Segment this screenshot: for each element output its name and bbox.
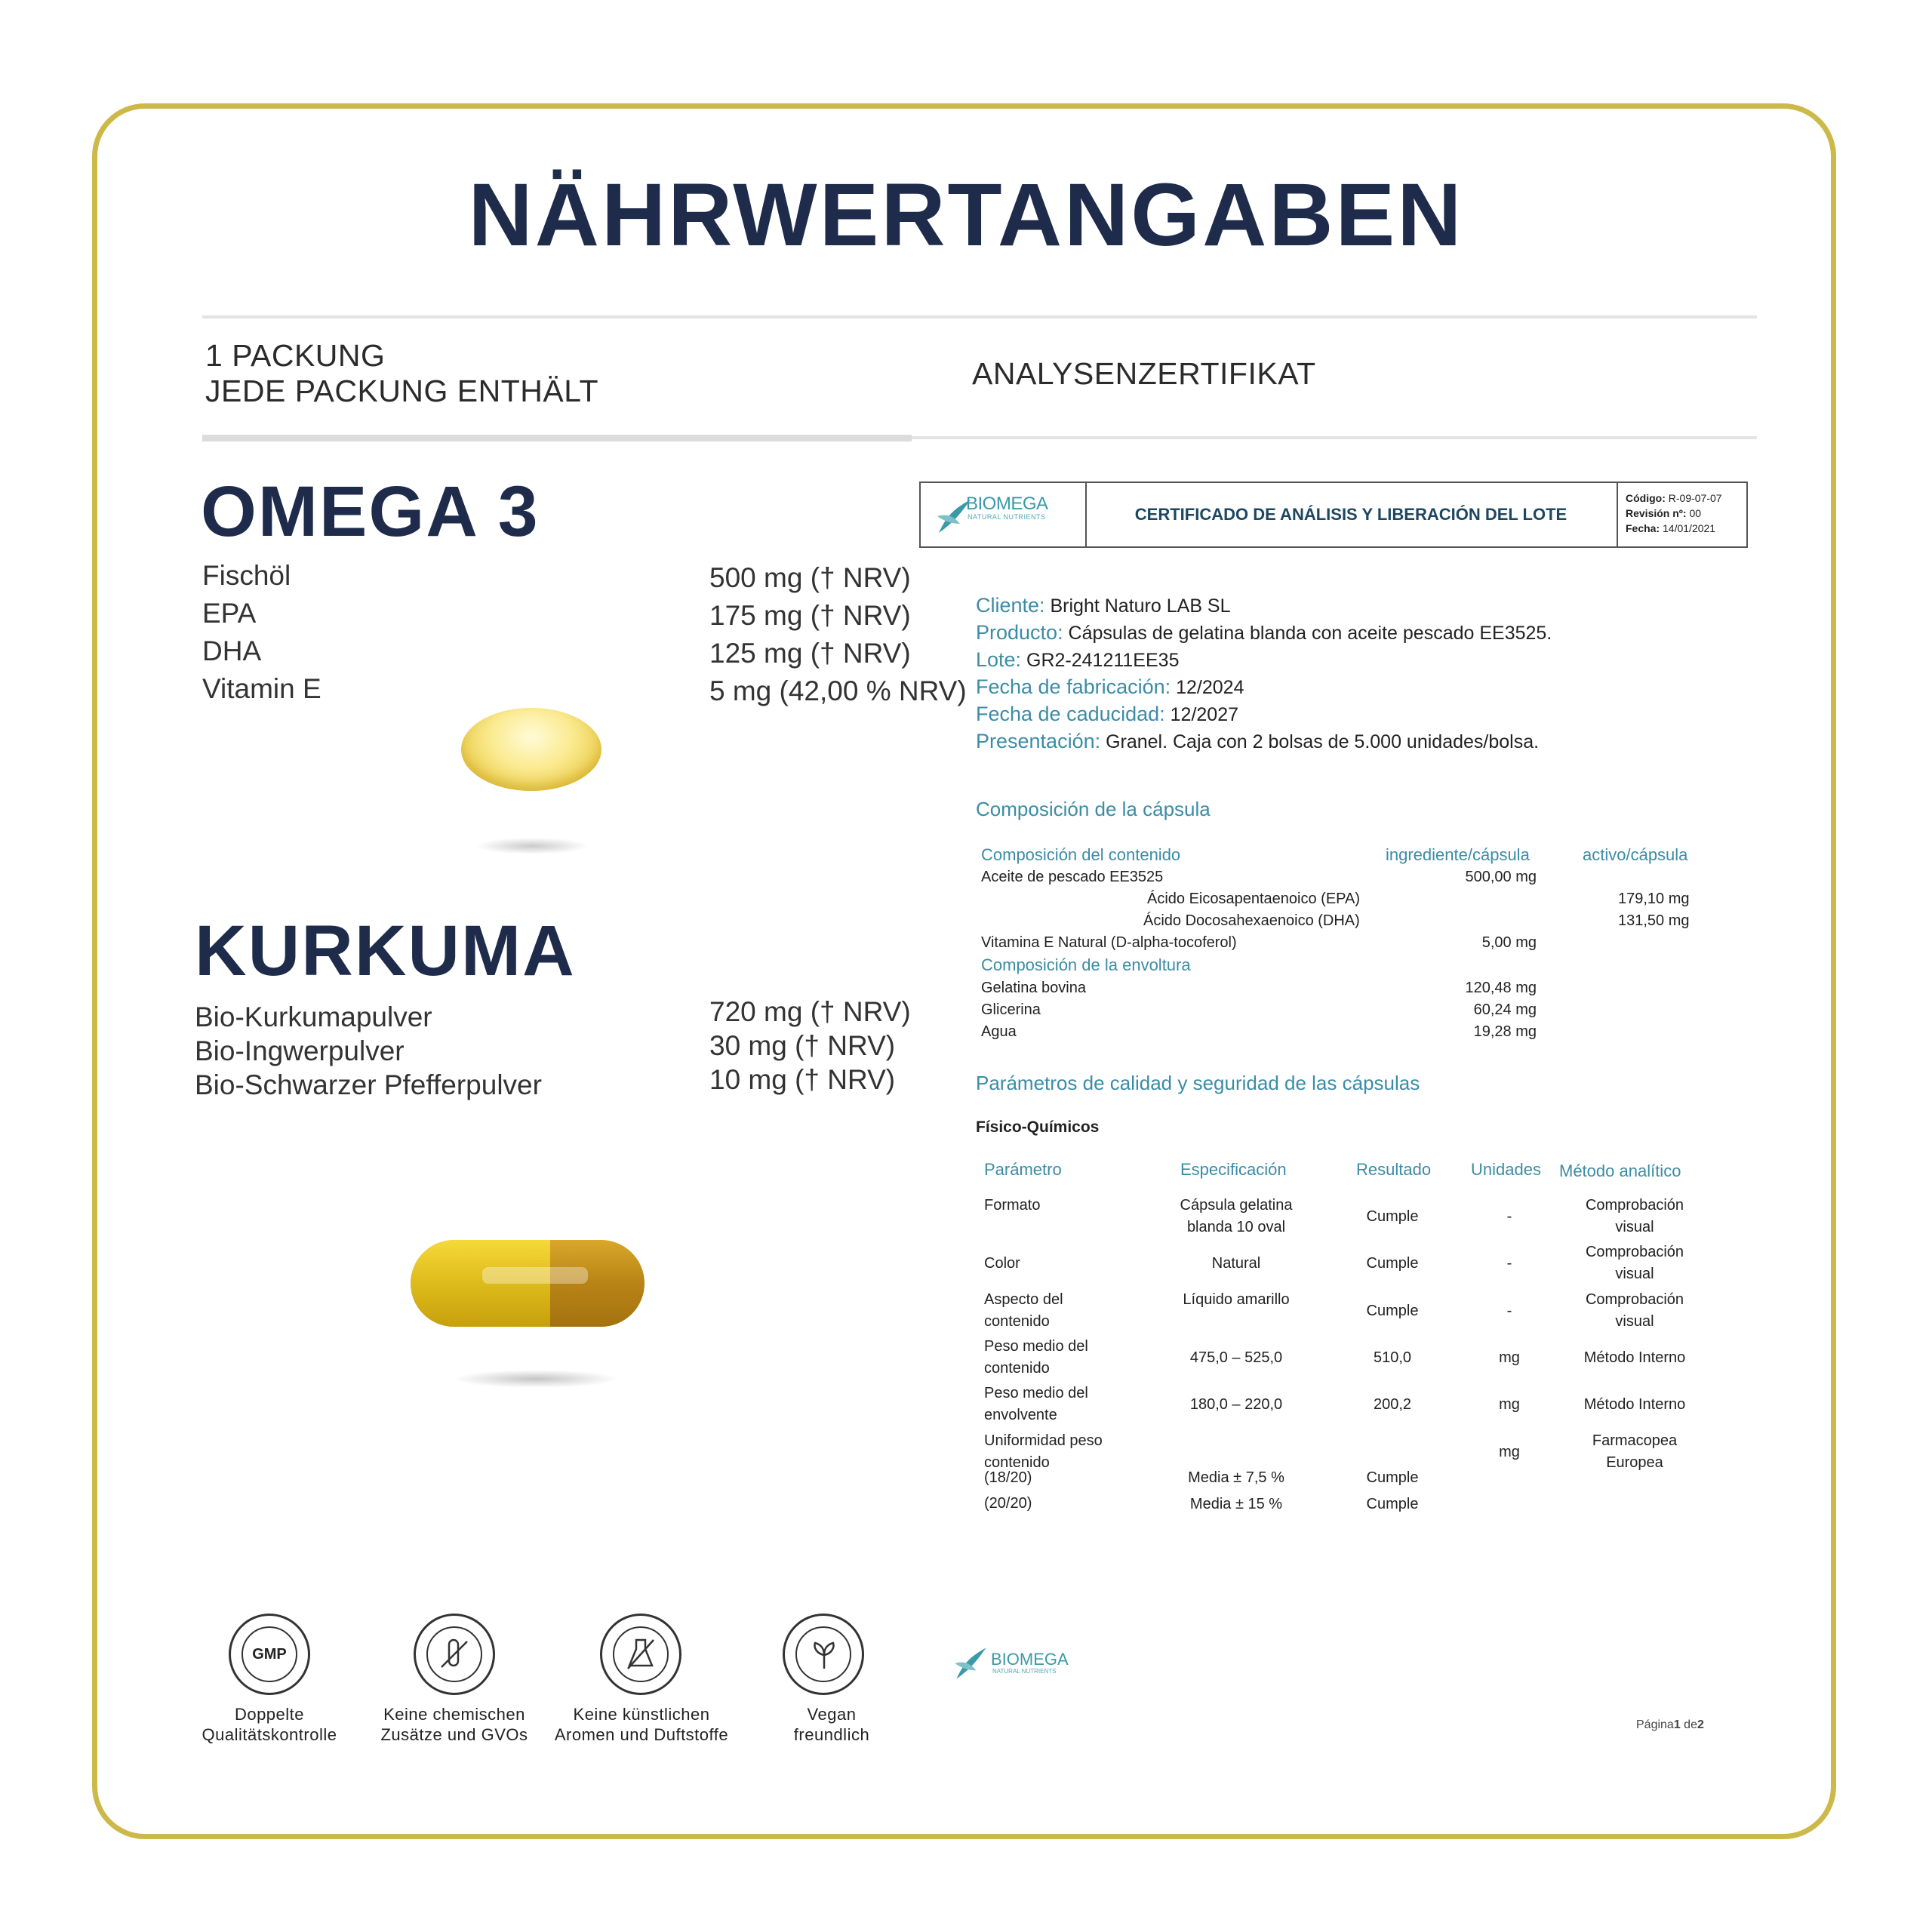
param-name-cont: envolvente <box>984 1407 1057 1423</box>
softgel-capsule-image <box>461 708 601 791</box>
param-spec: Líquido amarillo <box>1183 1291 1290 1308</box>
info-key: Cliente: <box>976 594 1045 617</box>
badge-line-1: Keine chemischen <box>383 1705 525 1724</box>
revision-value: 00 <box>1689 507 1702 519</box>
kurkuma-item-value: 10 mg († NRV) <box>709 1064 896 1095</box>
gmp-text: GMP <box>252 1646 287 1663</box>
param-spec: 475,0 – 525,0 <box>1189 1349 1283 1366</box>
comp-row-ing: 5,00 mg <box>1481 934 1537 951</box>
package-line-1: 1 PACKUNG <box>205 338 386 373</box>
comp-row-act: 131,50 mg <box>1618 912 1690 929</box>
param-unit: mg <box>1499 1349 1520 1366</box>
env-row-ing: 19,28 mg <box>1473 1023 1537 1040</box>
uniform-row-param: (20/20) <box>984 1495 1032 1512</box>
param-unit: mg <box>1499 1444 1520 1460</box>
info-key: Lote: <box>976 648 1022 671</box>
param-method: Método Interno <box>1583 1396 1686 1413</box>
biomega-logo-sub: NATURAL NUTRIENTS <box>968 513 1046 521</box>
footer-logo-name: BIOMEGA <box>991 1650 1069 1669</box>
info-key: Fecha de fabricación: <box>976 675 1171 698</box>
uniform-row-spec: Media ± 7,5 % <box>1188 1469 1284 1486</box>
package-line-2: JEDE PACKUNG ENTHÄLT <box>205 374 599 408</box>
param-method-cont: visual <box>1615 1219 1654 1235</box>
uniform-row-result: Cumple <box>1366 1496 1419 1512</box>
hard-capsule-image <box>411 1240 645 1327</box>
fecha-label: Fecha: <box>1626 522 1660 534</box>
test-tube-icon <box>438 1637 470 1672</box>
omega-item-value: 500 mg († NRV) <box>709 562 911 593</box>
page-current: 1 <box>1673 1718 1681 1731</box>
badge-line-2: Qualitätskontrolle <box>202 1725 337 1744</box>
param-name-cont: contenido <box>984 1360 1050 1377</box>
param-result: Cumple <box>1366 1255 1419 1272</box>
uniform-row-spec: Media ± 15 % <box>1189 1496 1283 1512</box>
badge-label <box>356 1704 552 1745</box>
divider-top <box>202 315 1757 318</box>
flask-icon <box>625 1637 657 1672</box>
vegan-icon <box>783 1614 864 1695</box>
footer-logo-sub: NATURAL NUTRIENTS <box>992 1668 1057 1675</box>
param-header-metodo: Método analítico <box>1559 1161 1681 1180</box>
omega-item-value: 175 mg († NRV) <box>709 600 911 631</box>
param-method-cont: visual <box>1615 1313 1654 1330</box>
kurkuma-values <box>709 995 911 1097</box>
codigo-value: R-09-07-07 <box>1668 492 1722 504</box>
param-unit: - <box>1506 1208 1512 1225</box>
comp-row-name: Ácido Docosahexaenoico (DHA) <box>1143 912 1360 929</box>
comp-row-act: 179,10 mg <box>1618 891 1690 907</box>
badge-line-1: Keine künstlichen <box>573 1705 710 1724</box>
env-row-ing: 60,24 mg <box>1473 1001 1537 1018</box>
param-unit: - <box>1506 1255 1512 1272</box>
info-value: GR2-241211EE35 <box>1026 650 1180 671</box>
biomega-logo <box>921 483 1087 546</box>
badge-line-2: Aromen und Duftstoffe <box>554 1725 729 1744</box>
comp-row-name: Aceite de pescado EE3525 <box>981 869 1164 885</box>
badge-label <box>171 1704 368 1745</box>
env-row-name: Glicerina <box>981 1001 1041 1018</box>
uniform-row-param: (18/20) <box>984 1469 1032 1486</box>
badge-line-2: Zusätze und GVOs <box>380 1725 528 1744</box>
info-value: 12/2027 <box>1170 704 1239 725</box>
param-result: 200,2 <box>1373 1396 1412 1413</box>
omega-values <box>709 559 967 710</box>
param-method: Farmacopea <box>1592 1432 1678 1449</box>
param-name-cont: contenido <box>984 1313 1050 1330</box>
param-name: Peso medio del <box>984 1338 1088 1355</box>
certificate-box-title: CERTIFICADO DE ANÁLISIS Y LIBERACIÓN DEL LOTE <box>1134 505 1567 524</box>
param-name: Formato <box>984 1197 1041 1214</box>
badge-line-1: Doppelte <box>234 1705 305 1724</box>
param-spec: Cápsula gelatina <box>1180 1197 1293 1214</box>
param-spec-cont: blanda 10 oval <box>1186 1219 1286 1235</box>
certificate-info <box>976 592 1552 755</box>
divider-right <box>912 436 1757 439</box>
param-header-especificacion: Especificación <box>1180 1160 1287 1179</box>
certificate-heading: ANALYSENZERTIFIKAT <box>972 356 1316 391</box>
omega-item-name: EPA <box>202 598 257 629</box>
param-name: Color <box>984 1255 1020 1272</box>
no-gmo-icon <box>414 1614 495 1695</box>
kurkuma-item-name: Bio-Kurkumapulver <box>195 1001 432 1032</box>
certificate-header-box <box>919 481 1748 548</box>
comp-col-header-2: ingrediente/cápsula <box>1386 845 1530 864</box>
page-mid: de <box>1680 1718 1697 1731</box>
param-method: Método Interno <box>1583 1349 1686 1366</box>
uniform-row-result: Cumple <box>1366 1469 1419 1486</box>
composition-title: Composición de la cápsula <box>976 798 1211 820</box>
param-header-unidades: Unidades <box>1471 1160 1541 1179</box>
env-row-name: Agua <box>981 1023 1017 1040</box>
param-name: Peso medio del <box>984 1385 1088 1401</box>
omega-item-name: Vitamin E <box>202 673 321 704</box>
param-method-cont: visual <box>1615 1266 1654 1282</box>
biomega-logo-name: BIOMEGA <box>966 494 1048 514</box>
param-header-resultado: Resultado <box>1356 1160 1432 1179</box>
env-row-ing: 120,48 mg <box>1465 980 1537 996</box>
param-method: Comprobación <box>1585 1244 1684 1260</box>
comp-col-header-1: Composición del contenido <box>981 845 1181 864</box>
env-row-name: Gelatina bovina <box>981 980 1086 996</box>
no-artificial-flavors-icon <box>600 1614 681 1695</box>
gmp-certified-icon <box>229 1614 310 1695</box>
capsule-shadow <box>453 1370 619 1388</box>
phys-title: Físico-Químicos <box>976 1118 1100 1136</box>
info-value: Bright Naturo LAB SL <box>1050 595 1231 617</box>
page-number <box>1636 1718 1704 1732</box>
param-name: Uniformidad peso <box>984 1432 1103 1449</box>
kurkuma-item-name: Bio-Schwarzer Pfefferpulver <box>195 1069 542 1100</box>
kurkuma-item-value: 30 mg († NRV) <box>709 1030 896 1061</box>
page-prefix: Página <box>1636 1718 1674 1731</box>
badge-line-1: Vegan <box>807 1705 857 1724</box>
badge-label <box>734 1704 930 1745</box>
param-unit: mg <box>1499 1396 1520 1413</box>
badge-label <box>543 1704 740 1745</box>
omega-title: OMEGA 3 <box>201 472 540 552</box>
info-value: Granel. Caja con 2 bolsas de 5.000 unidades/bolsa. <box>1106 731 1540 752</box>
info-value: Cápsulas de gelatina blanda con aceite pescado EE3525. <box>1068 623 1552 644</box>
param-name: Aspecto del <box>984 1291 1063 1308</box>
biomega-leaf-icon <box>949 1642 992 1684</box>
divider-left <box>202 435 912 441</box>
package-info <box>205 338 598 409</box>
param-method: Comprobación <box>1585 1197 1684 1214</box>
param-spec: Natural <box>1211 1255 1261 1272</box>
param-result: 510,0 <box>1373 1349 1412 1366</box>
badge-line-2: freundlich <box>793 1725 870 1744</box>
info-key: Presentación: <box>976 730 1101 752</box>
param-header-parametro: Parámetro <box>984 1160 1062 1179</box>
kurkuma-item-value: 720 mg († NRV) <box>709 996 911 1027</box>
envelope-title: Composición de la envoltura <box>981 955 1191 974</box>
kurkuma-title: KURKUMA <box>195 911 576 991</box>
capsule-shine <box>482 1267 588 1284</box>
omega-item-value: 125 mg († NRV) <box>709 638 911 669</box>
param-method: Comprobación <box>1585 1291 1684 1308</box>
omega-item-value: 5 mg (42,00 % NRV) <box>709 675 967 706</box>
revision-label: Revisión nº: <box>1626 507 1687 519</box>
softgel-shadow <box>475 838 589 854</box>
kurkuma-item-name: Bio-Ingwerpulver <box>195 1035 405 1066</box>
omega-names <box>202 557 321 708</box>
comp-row-name: Ácido Eicosapentaenoico (EPA) <box>1147 891 1361 907</box>
info-key: Producto: <box>976 621 1063 644</box>
param-result: Cumple <box>1366 1303 1419 1319</box>
param-name-cont: contenido <box>984 1454 1050 1471</box>
kurkuma-names <box>195 1000 542 1102</box>
comp-col-header-3: activo/cápsula <box>1583 845 1688 864</box>
page-title: NÄHRWERTANGABEN <box>468 165 1464 265</box>
omega-item-name: DHA <box>202 635 262 666</box>
info-key: Fecha de caducidad: <box>976 703 1165 725</box>
param-method-cont: Europea <box>1606 1454 1663 1471</box>
param-spec: 180,0 – 220,0 <box>1189 1396 1283 1413</box>
leaf-icon <box>809 1638 839 1672</box>
param-result: Cumple <box>1366 1208 1419 1225</box>
info-value: 12/2024 <box>1176 677 1244 698</box>
comp-row-name: Vitamina E Natural (D-alpha-tocoferol) <box>981 934 1237 951</box>
codigo-label: Código: <box>1626 492 1666 504</box>
page-total: 2 <box>1697 1718 1704 1731</box>
params-title: Parámetros de calidad y seguridad de las cápsulas <box>976 1072 1420 1094</box>
certificate-meta <box>1617 483 1748 546</box>
omega-item-name: Fischöl <box>202 560 291 591</box>
comp-row-ing: 500,00 mg <box>1465 869 1537 885</box>
biomega-footer-logo <box>949 1638 1100 1690</box>
param-unit: - <box>1506 1303 1512 1319</box>
fecha-value: 14/01/2021 <box>1663 522 1716 534</box>
